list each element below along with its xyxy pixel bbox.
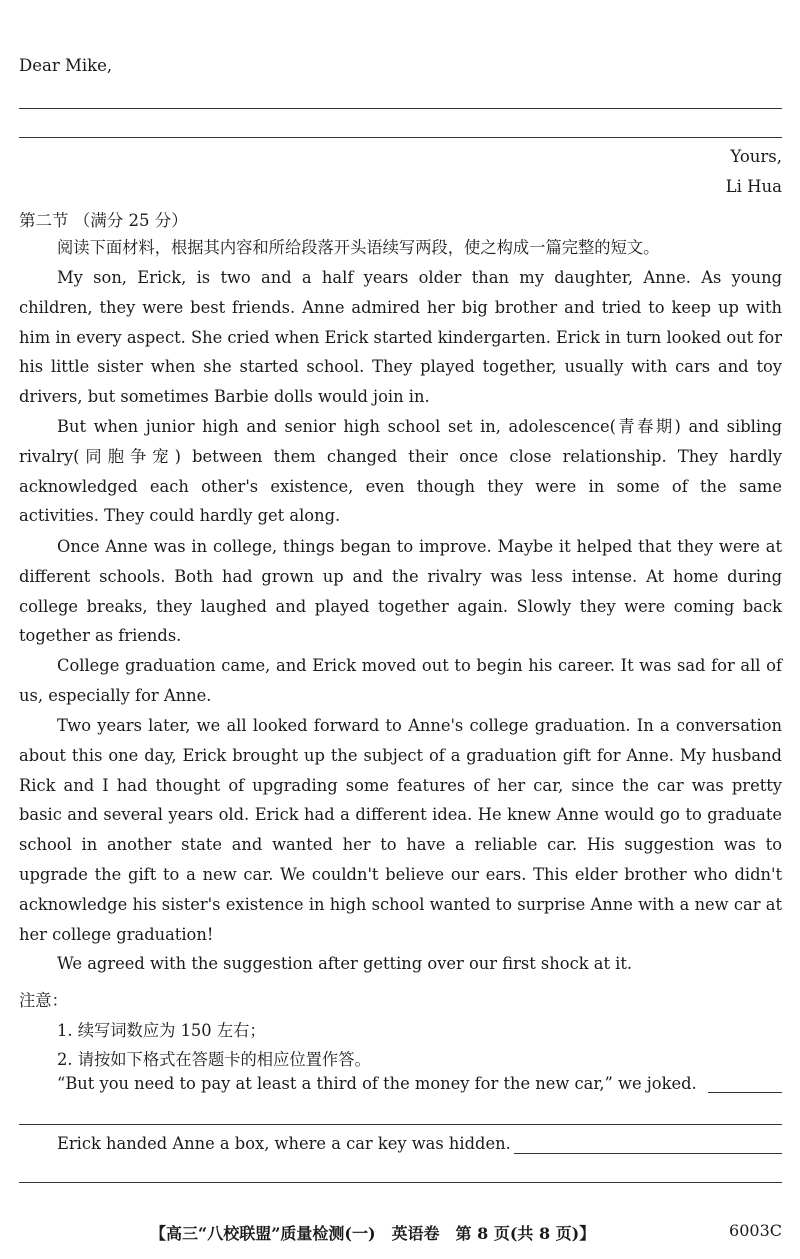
passage-paragraph-5: Two years later, we all looked forward to Anne's college graduation. In a conversation about this one day, Erick brought up the subject of a graduation gift for Anne. My husband Rick and I had thought of upgrading some features of her car, since the car was pretty basic and several years old. Erick had a different idea. He knew Anne would go to graduate school in another state and wanted her to have a reliable car. His suggestion was to upgrade the gift to a new car. We couldn't believe our ears. This elder brother who didn't acknowledge his sister's existence in high school wanted to surprise Anne with a new car at her college graduation! [19,716,782,944]
prompt-1-text: “But you need to pay at least a third of the money for the new car,” we joked. [57,1074,697,1093]
page-footer: 【高三“八校联盟”质量检测(一) 英语卷 第 8 页(共 8 页)】 [150,1224,596,1243]
letter-signature: Li Hua [725,177,782,196]
prompt-2-blank [514,1153,782,1154]
passage-paragraph-3: Once Anne was in college, things began to improve. Maybe it helped that they were at different schools. Both had grown up and the rivalry was less intense. At home during college breaks, they laughed and played together again. Slowly they were coming back together as friends. [19,537,782,646]
section-heading: 第二节 （满分 25 分） [19,211,188,230]
writing-line [19,137,782,138]
passage-paragraph-4: College graduation came, and Erick moved out to begin his career. It was sad for all of us, especially for Anne. [19,656,782,705]
section-instruction: 阅读下面材料，根据其内容和所给段落开头语续写两段，使之构成一篇完整的短文。 [57,238,660,257]
letter-greeting: Dear Mike, [19,56,113,75]
passage-paragraph-2: But when junior high and senior high school set in, adolescence(青春期) and sibling rivalry(同胞争宠) between them changed their once close relationship. They hardly acknowledged each other's existence, even though they were in some of the same activities. They could hardly get along. [19,417,782,526]
continuation-prompt-1 [57,1074,697,1093]
continuation-prompt-2 [57,1134,511,1153]
prompt-1-blank [708,1092,782,1093]
paper-code: 6003C [729,1221,782,1240]
notes-item-2: 2. 请按如下格式在答题卡的相应位置作答。 [57,1050,371,1069]
passage-paragraph-6: We agreed with the suggestion after getting over our first shock at it. [57,954,633,973]
prompt-2-text: Erick handed Anne a box, where a car key was hidden. [57,1134,511,1153]
passage-paragraph-1: My son, Erick, is two and a half years older than my daughter, Anne. As young children, they were best friends. Anne admired her big brother and tried to keep up with him in every aspect. She cried when Erick started kindergarten. Erick in turn looked out for his little sister when she started school. They played together, usually with cars and toy drivers, but sometimes Barbie dolls would join in. [19,268,782,407]
writing-line [19,1124,782,1125]
letter-closing: Yours, [730,147,782,166]
writing-line [19,1182,782,1183]
writing-line [19,108,782,109]
notes-item-1: 1. 续写词数应为 150 左右； [57,1021,266,1040]
notes-title: 注意： [19,991,68,1010]
